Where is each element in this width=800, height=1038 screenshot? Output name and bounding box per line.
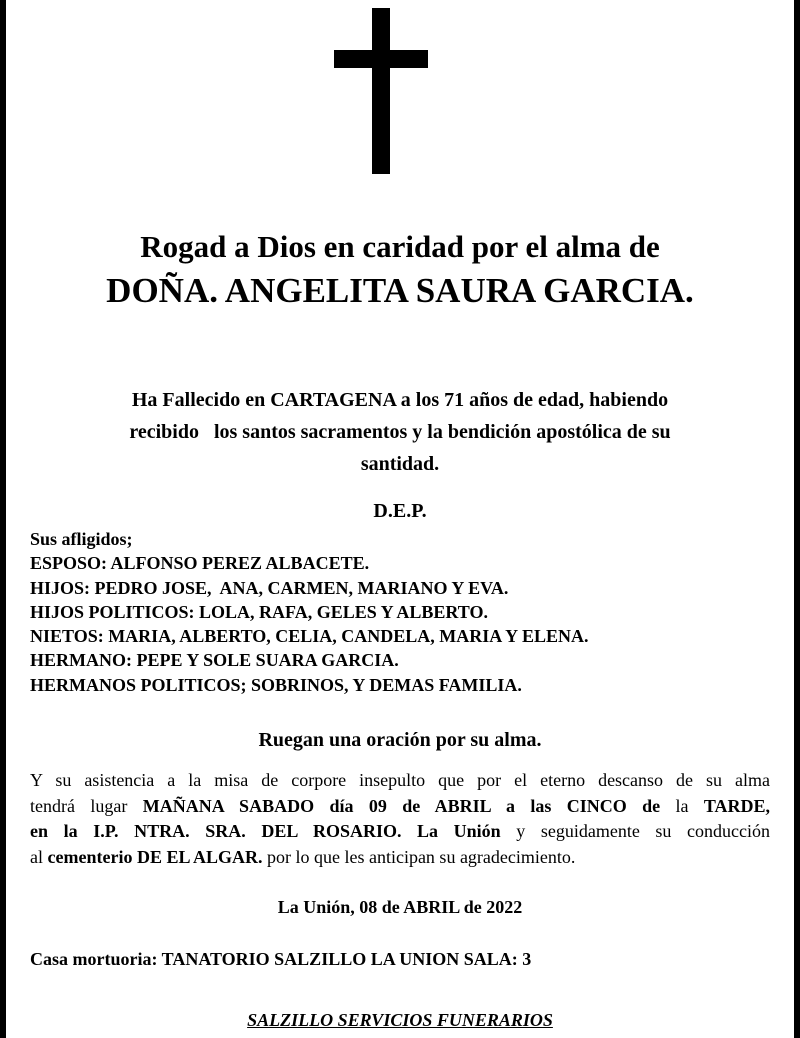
prayer-request: Ruegan una oración por su alma. xyxy=(258,729,542,751)
mass-text: tendrá lugar xyxy=(30,795,143,816)
mass-text: la xyxy=(660,795,704,816)
family-spouse: ESPOSO: ALFONSO PEREZ ALBACETE. xyxy=(30,553,370,574)
mass-time-of-day: TARDE, xyxy=(703,795,770,816)
mass-line xyxy=(30,819,770,845)
family-intro: Sus afligidos; xyxy=(30,529,133,549)
heading-deceased-name: DOÑA. ANGELITA SAURA GARCIA. xyxy=(106,271,694,310)
dep-label: D.E.P. xyxy=(373,500,427,522)
mass-line xyxy=(30,794,770,820)
death-notice-line: recibido los santos sacramentos y la bendición apostólica de su xyxy=(129,421,671,443)
mass-church: en la I.P. NTRA. SRA. DEL ROSARIO. La Unión xyxy=(30,821,501,842)
mass-cemetery: cementerio DE EL ALGAR. xyxy=(47,846,263,867)
mass-line xyxy=(30,845,770,871)
death-notice-line: santidad. xyxy=(360,453,440,475)
family-in-laws: HIJOS POLITICOS: LOLA, RAFA, GELES Y ALBERTO. xyxy=(30,601,488,622)
family-others: HERMANOS POLITICOS; SOBRINOS, Y DEMAS FAMILIA. xyxy=(30,674,522,695)
death-notice xyxy=(46,384,754,480)
death-notice-line: Ha Fallecido en CARTAGENA a los 71 años de edad, habiendo xyxy=(131,389,669,411)
mass-paragraph xyxy=(30,768,770,870)
date-line: La Unión, 08 de ABRIL de 2022 xyxy=(277,897,523,917)
latin-cross-icon xyxy=(334,8,428,174)
mass-text: Y su asistencia a la misa de corpore insepulto que por el eterno descanso de su alma xyxy=(30,770,770,790)
family-children: HIJOS: PEDRO JOSE, ANA, CARMEN, MARIANO Y EVA. xyxy=(30,577,509,598)
mass-text: al xyxy=(30,846,48,867)
funeral-home: Casa mortuoria: TANATORIO SALZILLO LA UNION SALA: 3 xyxy=(30,949,532,969)
family-list xyxy=(30,527,588,697)
company-name: SALZILLO SERVICIOS FUNERARIOS xyxy=(247,1010,553,1030)
family-grandchildren: NIETOS: MARIA, ALBERTO, CELIA, CANDELA, MARIA Y ELENA. xyxy=(30,626,589,647)
mass-date-time: MAÑANA SABADO día 09 de ABRIL a las CINCO de xyxy=(142,795,661,816)
mass-text: por lo que les anticipan su agradecimiento. xyxy=(262,846,576,867)
mass-text: y seguidamente su conducción xyxy=(500,821,770,842)
heading-prayer: Rogad a Dios en caridad por el alma de xyxy=(140,229,660,264)
family-sibling: HERMANO: PEPE Y SOLE SUARA GARCIA. xyxy=(30,650,399,671)
mass-line xyxy=(30,768,770,794)
